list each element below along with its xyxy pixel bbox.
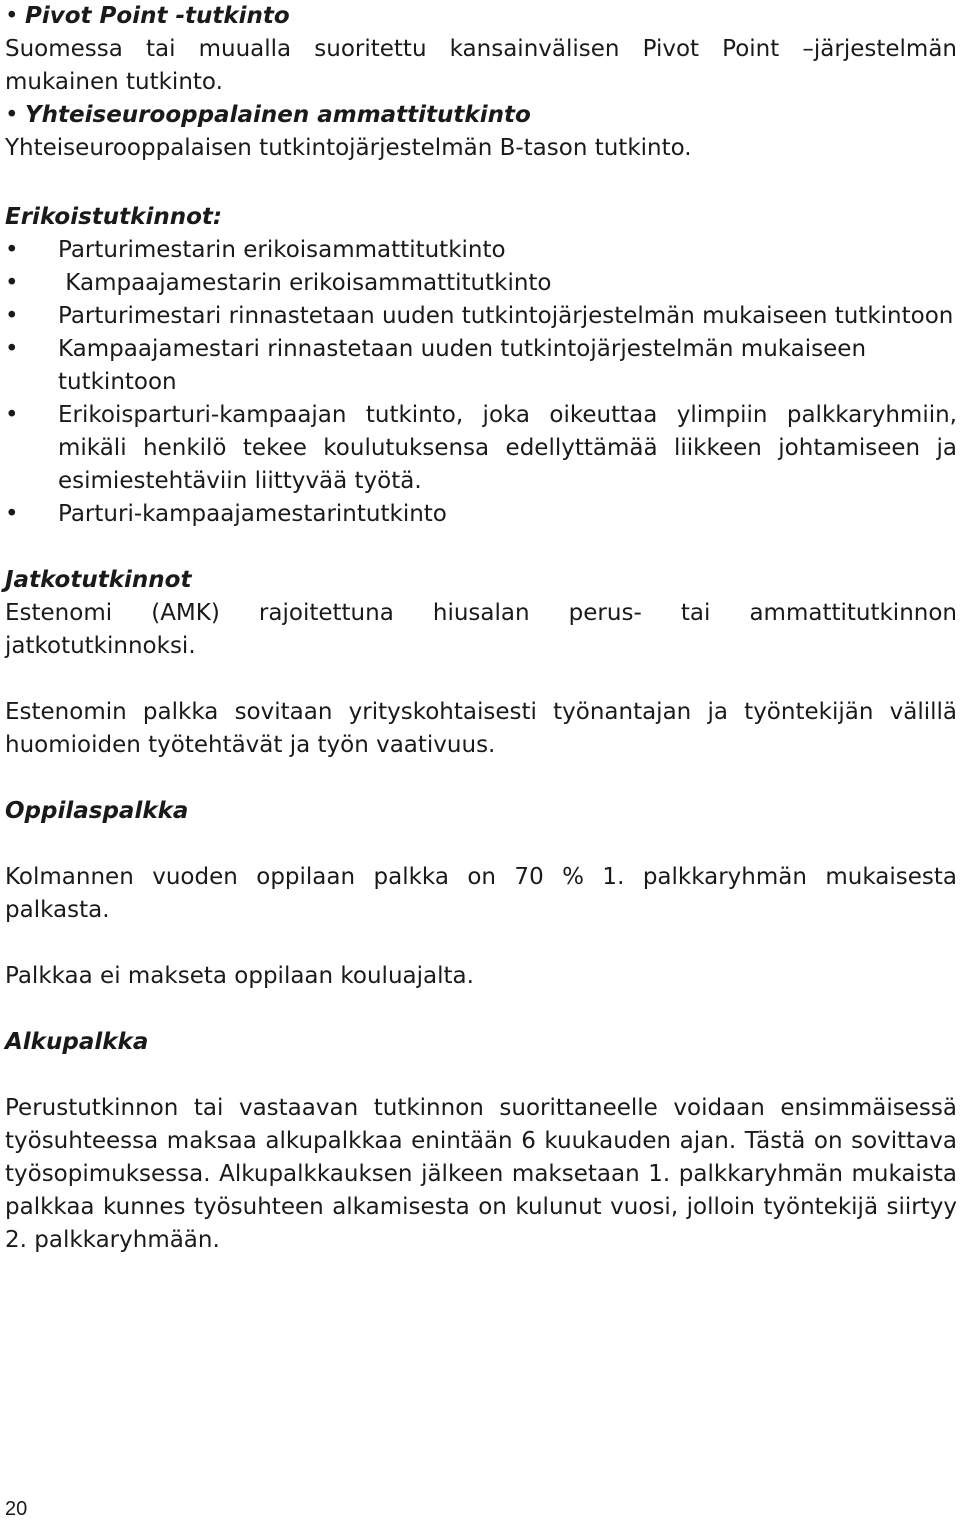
estenomi-palkka-text: Estenomin palkka sovitaan yrityskohtaisesti työnantajan ja työntekijän välillä huomioiden työtehtävät ja työn vaativuus. — [5, 699, 957, 758]
intro-title: Yhteiseurooppalainen ammattitutkinto — [25, 102, 531, 128]
list-item-text: Erikoisparturi-kampaajan tutkinto, joka oikeuttaa ylimpiin palkkaryhmiin, mikäli henkilö tekee koulutuksensa edellyttämää liikkeen johtamiseen ja esimiestehtäviin liittyvää työtä. — [58, 402, 957, 494]
document-page — [5, 0, 957, 1257]
jatkotutkinnot-heading: Jatkotutkinnot — [5, 567, 192, 593]
bullet-icon: • — [5, 303, 19, 329]
list-item-text: Parturi-kampaajamestarintutkinto — [58, 501, 447, 527]
list-item-text: Kampaajamestarin erikoisammattitutkinto — [58, 270, 552, 296]
list-item — [5, 267, 957, 300]
list-item — [5, 300, 957, 333]
alkupalkka-heading: Alkupalkka — [5, 1029, 149, 1055]
list-item — [5, 234, 957, 267]
jatkotutkinnot-text: Estenomi (AMK) rajoitettuna hiusalan perus- tai ammattitutkinnon jatkotutkinnoksi. — [5, 600, 957, 659]
bullet-icon: • — [5, 102, 19, 128]
list-item — [5, 333, 957, 399]
list-item — [5, 399, 957, 498]
bullet-icon: • — [5, 237, 19, 263]
erikoistutkinnot-heading: Erikoistutkinnot: — [5, 204, 223, 230]
erikoistutkinnot-list — [5, 234, 957, 531]
oppilaspalkka-heading: Oppilaspalkka — [5, 798, 189, 824]
bullet-icon: • — [5, 270, 19, 296]
list-item-text: Parturimestarin erikoisammattitutkinto — [58, 237, 506, 263]
oppilaspalkka-note: Palkkaa ei makseta oppilaan kouluajalta. — [5, 963, 474, 989]
list-item-text: Parturimestari rinnastetaan uuden tutkintojärjestelmän mukaiseen tutkintoon — [58, 303, 954, 329]
oppilaspalkka-text: Kolmannen vuoden oppilaan palkka on 70 % 1. palkkaryhmän mukaisesta palkasta. — [5, 864, 957, 923]
bullet-icon: • — [5, 501, 19, 527]
intro-title: Pivot Point -tutkinto — [25, 3, 290, 29]
alkupalkka-text: Perustutkinnon tai vastaavan tutkinnon suorittaneelle voidaan ensimmäisessä työsuhteessa maksaa alkupalkkaa enintään 6 kuukauden ajan. Tästä on sovittava työsopimuksessa. Alkupalkkauksen jälkeen maksetaan 1. palkkaryhmän mukaista palkkaa kunnes työsuhteen alkamisesta on kulunut vuosi, jolloin työntekijä siirtyy 2. palkkaryhmään. — [5, 1095, 957, 1253]
intro-text: Yhteiseurooppalaisen tutkintojärjestelmän B-tason tutkinto. — [5, 135, 692, 161]
bullet-icon: • — [5, 402, 19, 428]
page-number: 20 — [5, 1498, 28, 1520]
bullet-icon: • — [5, 3, 19, 29]
list-item — [5, 498, 957, 531]
bullet-icon: • — [5, 336, 19, 362]
list-item-text: Kampaajamestari rinnastetaan uuden tutkintojärjestelmän mukaiseen tutkintoon — [58, 336, 867, 395]
intro-item-pivot-point — [5, 0, 957, 33]
intro-text: Suomessa tai muualla suoritettu kansainvälisen Pivot Point –järjestelmän mukainen tutkinto. — [5, 36, 957, 95]
intro-item-yhteiseurooppalainen — [5, 99, 957, 132]
